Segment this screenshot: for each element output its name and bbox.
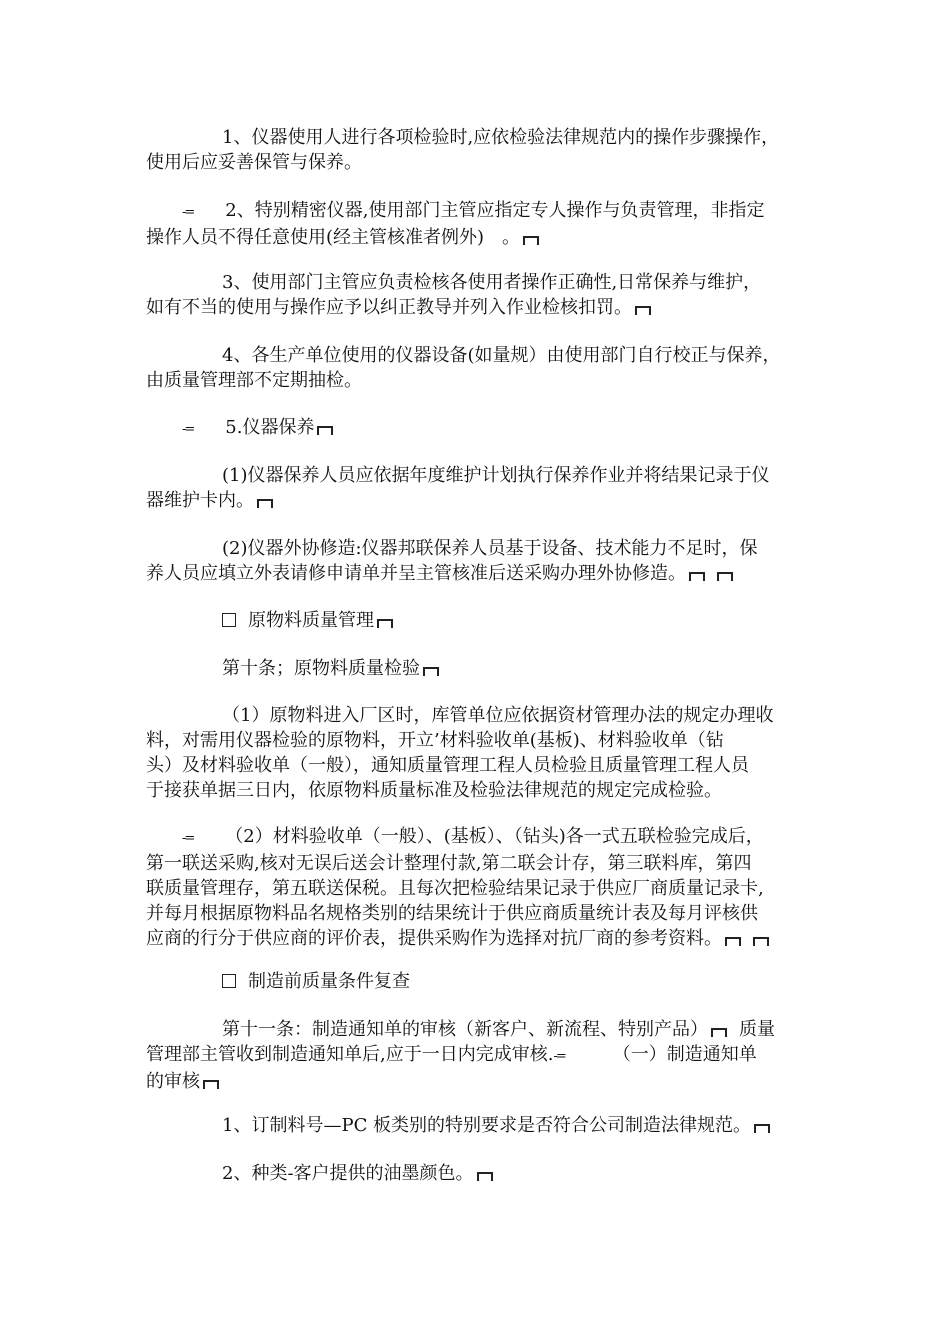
- text-line: [146, 225, 808, 250]
- text-segment: 养人员应填立外表请修申请单并呈主管核准后送采购办理外协修造。: [146, 563, 686, 584]
- text-line: 4、各生产单位使用的仪器设备(如量规）由使用部门自行校正与保养，: [222, 345, 781, 366]
- text-segment: 质量: [739, 1019, 775, 1040]
- paragraph-maintenance-plan: [146, 463, 808, 513]
- list-marker: -=: [182, 831, 194, 846]
- paragraph-mark-icon: [257, 499, 273, 508]
- paragraph-mark-icon: [689, 572, 705, 581]
- text-line: [146, 969, 808, 994]
- paragraph-mark-icon: [753, 937, 769, 946]
- list-marker: -=: [553, 1049, 565, 1064]
- text-line: [146, 656, 808, 681]
- text-segment: 第十一条：制造通知单的审核（新客户、新流程、特别产品）: [222, 1019, 708, 1040]
- text-line: （1）原物料进入厂区时，库管单位应依据资材管理办法的规定办理收: [222, 705, 774, 726]
- text-segment: 应商的行分于供应商的评价表，提供采购作为选择对抗厂商的参考资料。: [146, 928, 722, 949]
- heading-raw-material-quality: [146, 608, 808, 633]
- text-line: [146, 1161, 808, 1186]
- text-line: [146, 561, 808, 586]
- text-line: 由质量管理部不定期抽检。: [146, 370, 362, 391]
- text-line: 料，对需用仪器检验的原物料，开立’材料验收单(基板)、材料验收单（钻: [146, 730, 724, 751]
- paragraph-receipt-copies: [146, 824, 808, 951]
- text-segment: （2）材料验收单（一般）、(基板）、（钻头)各一式五联检验完成后，: [225, 826, 764, 847]
- text-segment: 2、种类-客户提供的油墨颜色。: [222, 1163, 474, 1184]
- text-line: [146, 608, 808, 633]
- paragraph-mark-icon: [203, 1080, 219, 1089]
- heading-article-10: [146, 656, 808, 681]
- paragraph-ink-color: [146, 1161, 808, 1186]
- text-line: 并每月根据原物料品名规格类别的结果统计于供应商质量统计表及每月评核供: [146, 903, 758, 924]
- text-segment: 操作人员不得任意使用(经主管核准者例外): [146, 227, 485, 248]
- paragraph-mark-icon: [377, 619, 393, 628]
- paragraph-outsourced-repair: [146, 536, 808, 586]
- paragraph-operation-check: [146, 270, 808, 320]
- text-segment: （一）制造通知单: [612, 1044, 757, 1065]
- text-segment: 器维护卡内。: [146, 490, 254, 511]
- paragraph-mark-icon: [423, 667, 439, 676]
- paragraph-mark-icon: [717, 572, 733, 581]
- text-segment: 制造前质量条件复查: [248, 971, 410, 992]
- heading-instrument-maintenance: [146, 415, 808, 442]
- text-line: [146, 1017, 808, 1042]
- text-line: 1、仪器使用人进行各项检验时,应依检验法律规范内的操作步骤操作，: [222, 127, 780, 148]
- text-line: [146, 1069, 808, 1094]
- text-line: 3、使用部门主管应负责检核各使用者操作正确性,日常保养与维护，: [222, 272, 762, 293]
- text-line: 使用后应妥善保管与保养。: [146, 152, 362, 173]
- text-segment: 如有不当的使用与操作应予以纠正教导并列入作业检核扣罚。: [146, 297, 632, 318]
- checkbox-icon: [222, 974, 236, 988]
- text-line: [146, 198, 808, 225]
- text-line: [146, 824, 808, 851]
- text-segment: 5.仪器保养: [225, 417, 315, 438]
- paragraph-mark-icon: [725, 937, 741, 946]
- text-line: [146, 488, 808, 513]
- text-line: [146, 1113, 808, 1138]
- text-line: 头）及材料验收单（一般），通知质量管理工程人员检验且质量管理工程人员: [146, 755, 749, 776]
- text-segment: 第十条；原物料质量检验: [222, 658, 420, 679]
- text-line: 于接获单据三日内，依原物料质量标准及检验法律规范的规定完成检验。: [146, 780, 722, 801]
- paragraph-mark-icon: [317, 426, 333, 435]
- paragraph-part-number: [146, 1113, 808, 1138]
- text-line: (2)仪器外协修造:仪器邦联保养人员基于设备、技术能力不足时，保: [222, 538, 758, 559]
- paragraph-mark-icon: [635, 306, 651, 315]
- text-segment: 原物料质量管理: [248, 610, 374, 631]
- paragraph-article-11: [146, 1017, 808, 1094]
- text-segment: 。: [502, 227, 521, 248]
- list-marker: -=: [182, 205, 194, 220]
- paragraph-calibration: [146, 343, 808, 393]
- paragraph-material-receiving: [146, 703, 808, 803]
- paragraph-mark-icon: [477, 1172, 493, 1181]
- text-line: (1)仪器保养人员应依据年度维护计划执行保养作业并将结果记录于仪: [222, 465, 770, 486]
- heading-pre-production-review: [146, 969, 808, 994]
- paragraph-mark-icon: [754, 1124, 770, 1133]
- text-segment: 的审核: [146, 1071, 200, 1092]
- text-line: [146, 926, 808, 951]
- text-line: [146, 415, 808, 442]
- checkbox-icon: [222, 613, 236, 627]
- paragraph-instrument-operation: [146, 125, 808, 175]
- paragraph-mark-icon: [523, 236, 539, 245]
- text-segment: 2、特别精密仪器,使用部门主管应指定专人操作与负责管理，非指定: [225, 200, 765, 221]
- text-line: [146, 1042, 808, 1069]
- text-line: 第一联送采购,核对无误后送会计整理付款,第二联会计存，第三联料库，第四: [146, 853, 752, 874]
- text-segment: 管理部主管收到制造通知单后,应于一日内完成审核.: [146, 1044, 554, 1065]
- text-segment: 1、订制料号—PC 板类别的特别要求是否符合公司制造法律规范。: [222, 1115, 752, 1136]
- list-marker: -=: [182, 422, 194, 437]
- text-line: 联质量管理存，第五联送保税。且每次把检验结果记录于供应厂商质量记录卡,: [146, 878, 764, 899]
- paragraph-precision-instruments: [146, 198, 808, 250]
- paragraph-mark-icon: [711, 1028, 727, 1037]
- text-line: [146, 295, 808, 320]
